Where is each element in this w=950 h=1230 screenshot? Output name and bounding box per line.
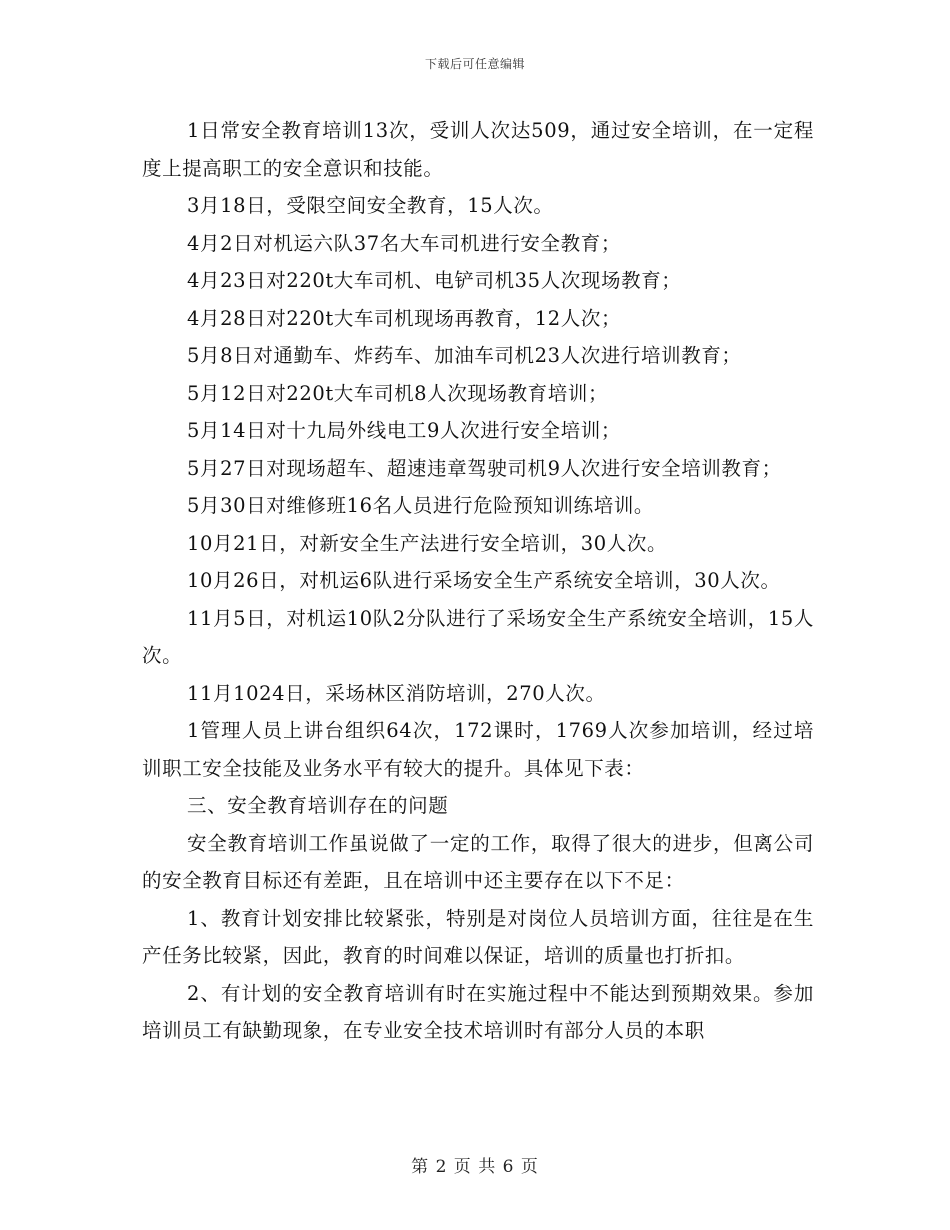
paragraph: 4月2日对机运六队37名大车司机进行安全教育；: [187, 231, 621, 255]
page-header: 下载后可任意编辑: [424, 57, 525, 71]
paragraph: 1日常安全教育培训13次，受训人次达509，通过安全培训，在一定程度上提高职工的安全意识和技能。: [142, 119, 814, 180]
paragraph: 11月1024日，采场林区消防培训，270人次。: [187, 681, 606, 705]
paragraph: 1、教育计划安排比较紧张，特别是对岗位人员培训方面，往往是在生产任务比较紧，因此，教育的时间难以保证，培训的质量也打折扣。: [142, 906, 814, 967]
paragraph: 2、有计划的安全教育培训有时在实施过程中不能达到预期效果。参加培训员工有缺勤现象，在专业安全技术培训时有部分人员的本职: [142, 981, 814, 1042]
paragraph: 5月12日对220t大车司机8人次现场教育培训；: [187, 381, 609, 405]
document-body: [142, 112, 814, 1050]
page-footer: 第 2 页 共 6 页: [411, 1157, 539, 1177]
paragraph: 5月14日对十九局外线电工9人次进行安全培训；: [187, 419, 621, 442]
paragraph: 10月26日，对机运6队进行采场安全生产系统安全培训，30人次。: [187, 569, 781, 592]
paragraph: 10月21日，对新安全生产法进行安全培训，30人次。: [187, 531, 668, 555]
paragraph: 5月27日对现场超车、超速违章驾驶司机9人次进行安全培训教育；: [187, 456, 782, 480]
paragraph: 4月28日对220t大车司机现场再教育，12人次；: [187, 306, 622, 330]
paragraph: 11月5日，对机运10队2分队进行了采场安全生产系统安全培训，15人次。: [142, 606, 814, 667]
paragraph: 5月8日对通勤车、炸药车、加油车司机23人次进行培训教育；: [187, 344, 742, 367]
paragraph: 5月30日对维修班16名人员进行危险预知训练培训。: [187, 494, 655, 517]
paragraph: 4月23日对220t大车司机、电铲司机35人次现场教育；: [187, 269, 682, 292]
paragraph: 安全教育培训工作虽说做了一定的工作，取得了很大的进步，但离公司的安全教育目标还有差距，且在培训中还主要存在以下不足：: [142, 831, 814, 892]
paragraph: 1管理人员上讲台组织64次，172课时，1769人次参加培训，经过培训职工安全技能及业务水平有较大的提升。具体见下表：: [142, 719, 814, 780]
paragraph: 3月18日，受限空间安全教育，15人次。: [187, 194, 554, 217]
section-heading: 三、安全教育培训存在的问题: [187, 794, 449, 817]
